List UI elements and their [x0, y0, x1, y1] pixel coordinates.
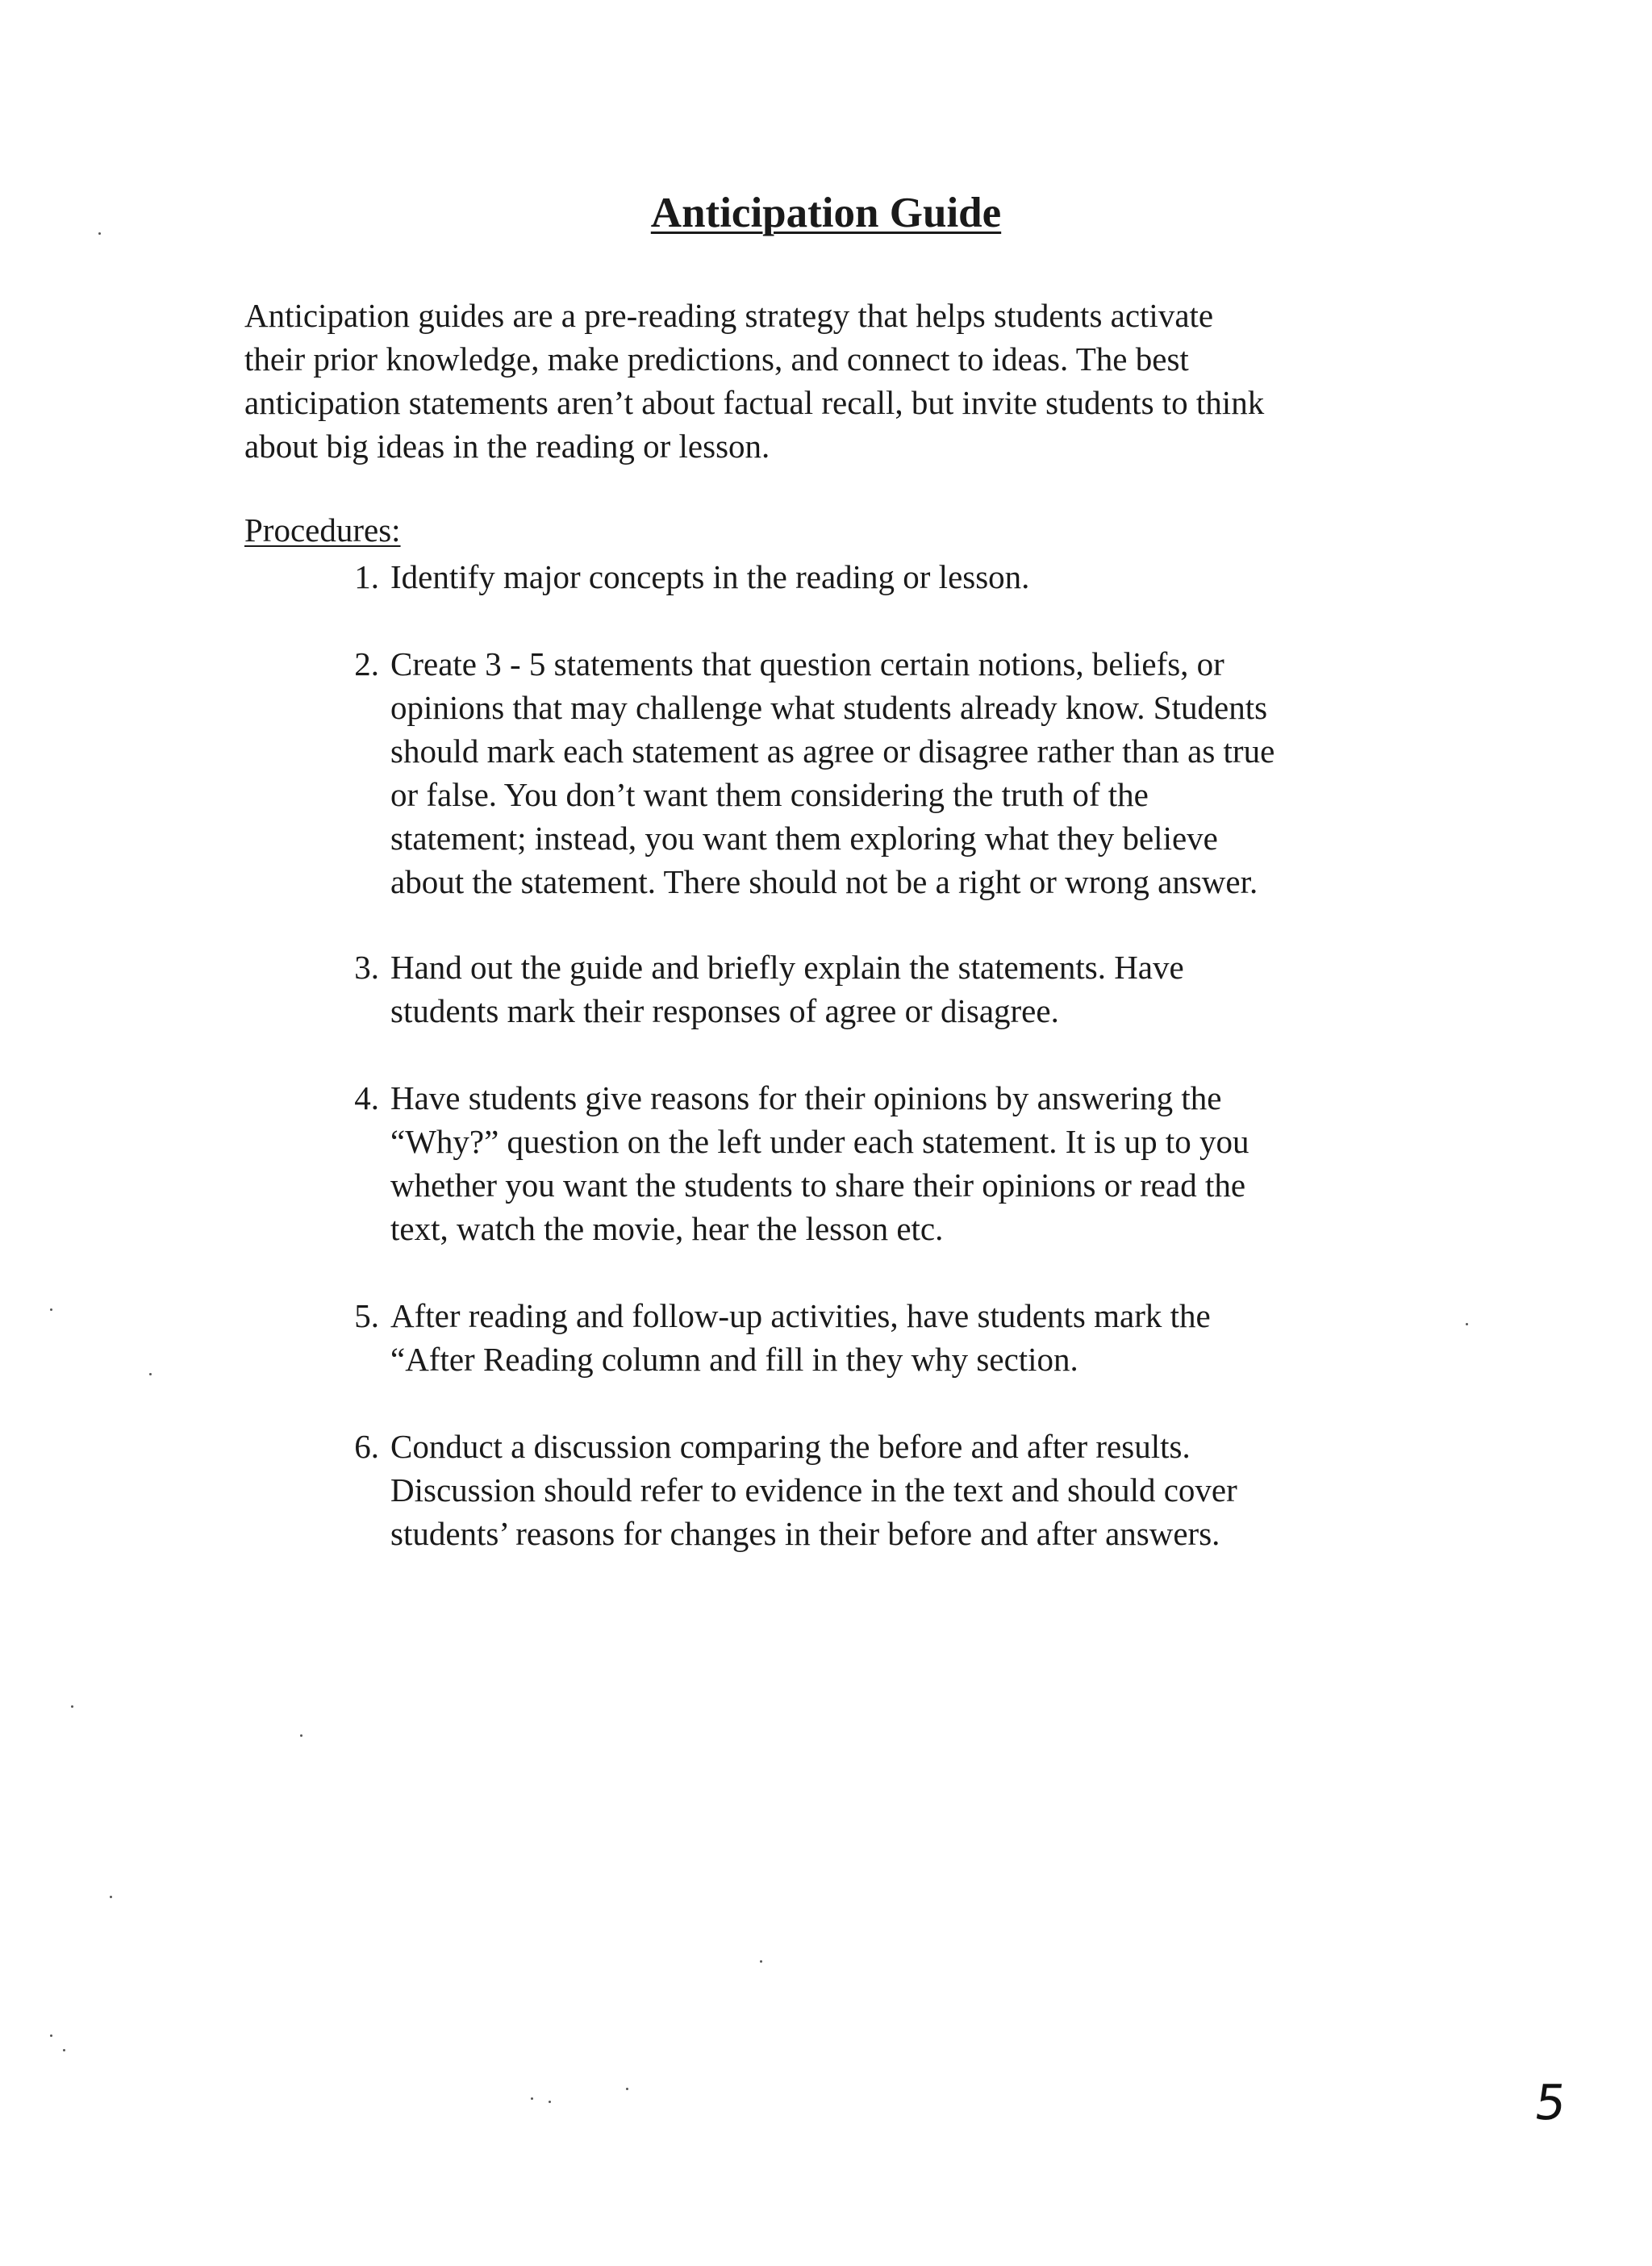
step-line: students’ reasons for changes in their before and after answers. — [390, 1515, 1220, 1552]
scan-speck — [63, 2049, 65, 2051]
step-number: 2. — [354, 645, 379, 682]
scan-speck — [549, 2101, 551, 2103]
step-line: Have students give reasons for their opinions by answering the — [390, 1079, 1222, 1116]
scan-speck — [626, 2088, 628, 2090]
step-number: 3. — [354, 949, 379, 986]
step-line: Discussion should refer to evidence in the text and should cover — [390, 1471, 1237, 1509]
step-line: or false. You don’t want them considering the truth of the — [390, 776, 1149, 813]
step-number: 1. — [354, 558, 379, 595]
scan-speck — [531, 2097, 533, 2100]
step-text — [390, 555, 1471, 599]
page-number: 5 — [1531, 2075, 1571, 2131]
step-text — [390, 642, 1471, 903]
scan-speck — [300, 1734, 302, 1737]
step-text — [390, 1425, 1471, 1555]
scan-speck — [110, 1896, 112, 1898]
step-line: students mark their responses of agree or disagree. — [390, 992, 1059, 1029]
step-line: Create 3 - 5 statements that question certain notions, beliefs, or — [390, 645, 1224, 682]
intro-line: Anticipation guides are a pre-reading strategy that helps students activate — [244, 297, 1214, 334]
scan-speck — [50, 1308, 52, 1311]
page-title: Anticipation Guide — [650, 190, 1002, 236]
intro-line: anticipation statements aren’t about factual recall, but invite students to think — [244, 384, 1265, 421]
step-line: Identify major concepts in the reading or lesson. — [390, 558, 1030, 595]
step-line: opinions that may challenge what students already know. Students — [390, 689, 1268, 726]
step-line: should mark each statement as agree or disagree rather than as true — [390, 732, 1275, 770]
scan-speck — [98, 232, 101, 235]
step-text — [390, 945, 1471, 1033]
step-line: Conduct a discussion comparing the before and after results. — [390, 1428, 1191, 1465]
scan-speck — [71, 1705, 73, 1708]
intro-paragraph — [244, 294, 1454, 468]
scan-speck — [1466, 1323, 1468, 1325]
intro-line: about big ideas in the reading or lesson. — [244, 428, 770, 465]
step-number: 6. — [354, 1428, 379, 1465]
step-text — [390, 1294, 1471, 1381]
scan-speck — [149, 1373, 152, 1375]
scan-speck — [760, 1960, 762, 1963]
scan-speck — [50, 2034, 52, 2037]
step-line: “Why?” question on the left under each statement. It is up to you — [390, 1123, 1249, 1160]
step-number: 5. — [354, 1297, 379, 1334]
step-line: whether you want the students to share their opinions or read the — [390, 1166, 1246, 1204]
step-line: statement; instead, you want them exploring what they believe — [390, 820, 1218, 857]
step-number: 4. — [354, 1079, 379, 1116]
step-text — [390, 1076, 1471, 1250]
step-line: text, watch the movie, hear the lesson etc. — [390, 1210, 944, 1247]
step-line: After reading and follow-up activities, have students mark the — [390, 1297, 1211, 1334]
step-line: about the statement. There should not be a right or wrong answer. — [390, 863, 1258, 900]
intro-line: their prior knowledge, make predictions, and connect to ideas. The best — [244, 340, 1189, 378]
procedures-heading: Procedures: — [244, 511, 401, 549]
step-line: “After Reading column and fill in they why section. — [390, 1341, 1078, 1378]
step-line: Hand out the guide and briefly explain the statements. Have — [390, 949, 1184, 986]
